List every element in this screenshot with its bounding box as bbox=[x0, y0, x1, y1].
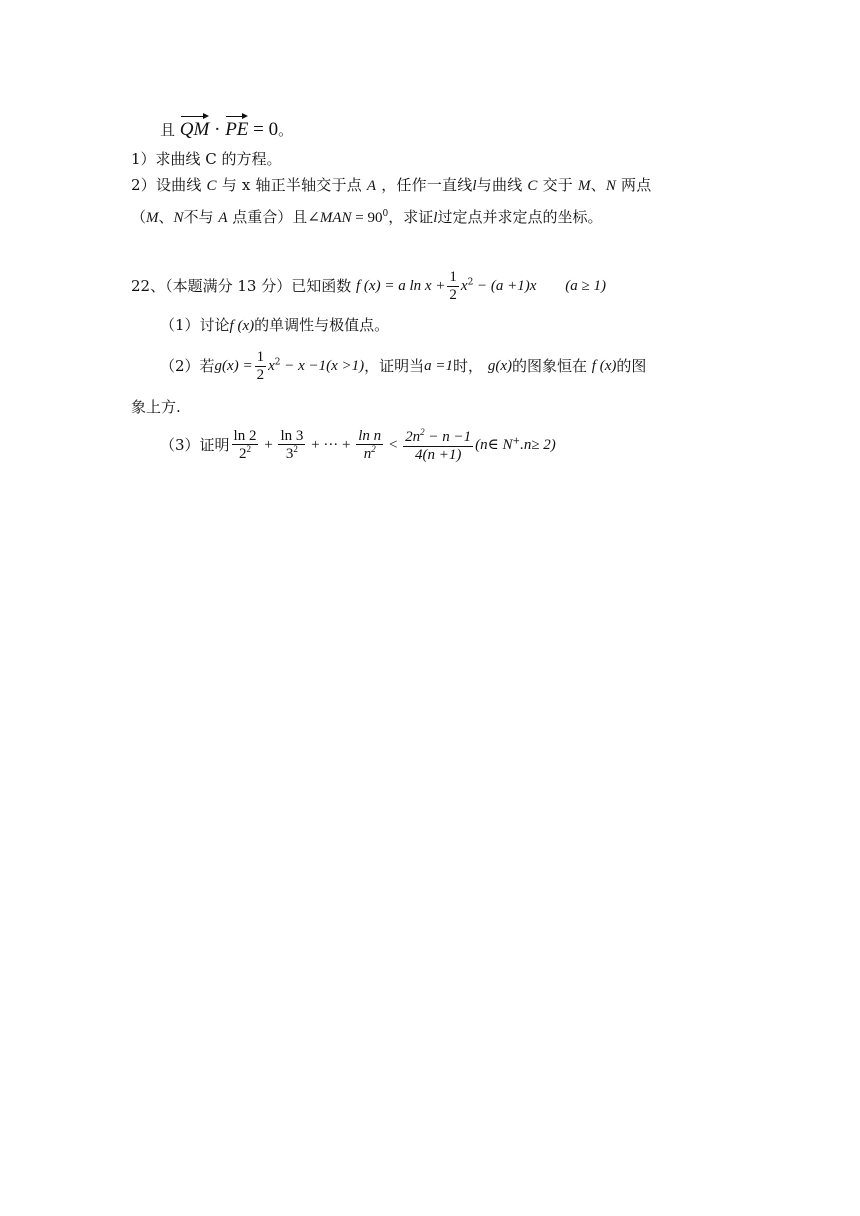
frac-den bbox=[232, 444, 259, 463]
q22-part2 bbox=[160, 350, 646, 383]
superscript: 2 bbox=[371, 444, 376, 455]
text: 交于 bbox=[542, 176, 573, 194]
num-part: 2n bbox=[405, 429, 421, 445]
vector-qm: QM bbox=[180, 119, 210, 140]
text: 象上方. bbox=[131, 398, 181, 416]
fraction-ln2 bbox=[232, 429, 259, 463]
vector-arrow-icon bbox=[225, 114, 248, 120]
superscript: 0 bbox=[382, 209, 389, 219]
num-part: − n −1 bbox=[424, 429, 472, 445]
frac-den bbox=[356, 444, 383, 463]
fraction-one-half bbox=[255, 350, 267, 383]
q21-part2 bbox=[131, 178, 651, 194]
ellipsis-sum: + ··· + bbox=[307, 437, 355, 454]
function-f-lhs: f (x) = a ln x + bbox=[356, 278, 446, 295]
math-var: C bbox=[206, 178, 217, 194]
math-expr: = 90 bbox=[351, 210, 383, 226]
text: 的图象恒在 bbox=[512, 357, 588, 376]
fraction-one-half bbox=[447, 270, 459, 303]
math-var: A bbox=[218, 210, 228, 226]
math-expr: f (x) bbox=[229, 318, 255, 334]
den-base: 2 bbox=[239, 446, 247, 463]
math-var: N bbox=[173, 210, 184, 226]
frac-num: ln 2 bbox=[233, 427, 257, 444]
den-base: n bbox=[363, 446, 372, 463]
condition-suffix: 。 bbox=[278, 121, 294, 139]
text: 不与 bbox=[183, 208, 214, 226]
math-var: x bbox=[460, 278, 468, 295]
superscript: 2 bbox=[467, 277, 474, 288]
q21-part1 bbox=[131, 152, 282, 167]
fraction-rhs bbox=[403, 428, 473, 463]
condition-line bbox=[160, 114, 293, 139]
text: 的图 bbox=[616, 357, 647, 376]
text: ，证明当 bbox=[364, 357, 425, 376]
text: （2）若 bbox=[160, 357, 215, 376]
math-var: A bbox=[366, 178, 377, 194]
function-g-lhs: g(x) = bbox=[214, 358, 253, 375]
superscript: 2 bbox=[420, 427, 425, 437]
angle-expr: ∠MAN bbox=[307, 210, 352, 226]
text: 的单调性与极值点。 bbox=[254, 316, 390, 334]
plus-operator: + bbox=[260, 437, 277, 454]
q22-heading bbox=[131, 270, 606, 303]
den-base: 3 bbox=[285, 446, 294, 463]
math-expr: a =1 bbox=[424, 358, 454, 375]
frac-den bbox=[278, 444, 305, 463]
fraction-ln3 bbox=[278, 429, 305, 463]
text: 与曲线 bbox=[476, 176, 523, 194]
function-g-rest: − x −1(x >1) bbox=[280, 358, 365, 375]
superscript: 2 bbox=[293, 444, 298, 455]
function-f-rest: − (a +1)x bbox=[473, 278, 537, 295]
vector-arrow-icon bbox=[180, 114, 210, 120]
superscript: + bbox=[512, 436, 521, 447]
math-var: l bbox=[472, 178, 477, 194]
fraction-lnn bbox=[356, 429, 383, 463]
text: （ bbox=[131, 208, 147, 226]
q22-part1 bbox=[160, 318, 389, 334]
frac-num: ln 3 bbox=[280, 427, 304, 444]
text: ，求证 bbox=[388, 208, 434, 226]
math-expr: f (x) bbox=[591, 358, 617, 375]
frac-den: 2 bbox=[449, 286, 457, 303]
math-var: N bbox=[605, 178, 617, 194]
frac-den: 2 bbox=[256, 366, 265, 383]
text: （3）证明 bbox=[160, 436, 230, 455]
q21-part2-cont bbox=[131, 210, 602, 226]
condition-part: .n≥ 2) bbox=[520, 437, 556, 454]
text: 、 bbox=[158, 208, 174, 226]
frac-num: ln n bbox=[358, 427, 382, 444]
text: 2）设曲线 bbox=[131, 176, 202, 194]
text: 点重合）且 bbox=[232, 208, 308, 226]
superscript: 2 bbox=[246, 444, 251, 455]
frac-num: 1 bbox=[256, 349, 265, 365]
frac-den: 4(n +1) bbox=[403, 446, 473, 464]
frac-num: 1 bbox=[449, 269, 457, 285]
math-var: M bbox=[146, 210, 159, 226]
frac-num bbox=[403, 428, 473, 446]
q22-heading-text: 22、（本题满分 13 分）已知函数 bbox=[131, 277, 352, 296]
text: ，任作一直线 bbox=[381, 176, 473, 194]
function-condition: (a ≥ 1) bbox=[565, 278, 606, 295]
text: 时， bbox=[453, 357, 484, 376]
q22-part3 bbox=[160, 428, 556, 463]
math-var: l bbox=[433, 210, 438, 226]
less-than: < bbox=[385, 437, 402, 454]
math-expr: g(x) bbox=[487, 358, 512, 375]
condition-prefix: 且 bbox=[160, 121, 176, 139]
dot-operator: · bbox=[209, 119, 226, 140]
text: 两点 bbox=[621, 176, 652, 194]
math-var: x bbox=[268, 358, 275, 375]
vector-pe: PE bbox=[225, 119, 248, 140]
q21-part1-text: 1）求曲线 C 的方程。 bbox=[131, 150, 282, 168]
condition-part: (n∈ N bbox=[475, 437, 513, 454]
math-var: M bbox=[577, 178, 591, 194]
text: 、 bbox=[590, 176, 606, 194]
superscript: 2 bbox=[274, 357, 281, 368]
q22-part2-cont bbox=[131, 400, 181, 415]
text: 过定点并求定点的坐标。 bbox=[437, 208, 603, 226]
text: （1）讨论 bbox=[160, 316, 230, 334]
math-var: C bbox=[527, 178, 538, 194]
text: 与 x 轴正半轴交于点 bbox=[221, 176, 362, 194]
equals-zero: = 0 bbox=[248, 119, 279, 140]
